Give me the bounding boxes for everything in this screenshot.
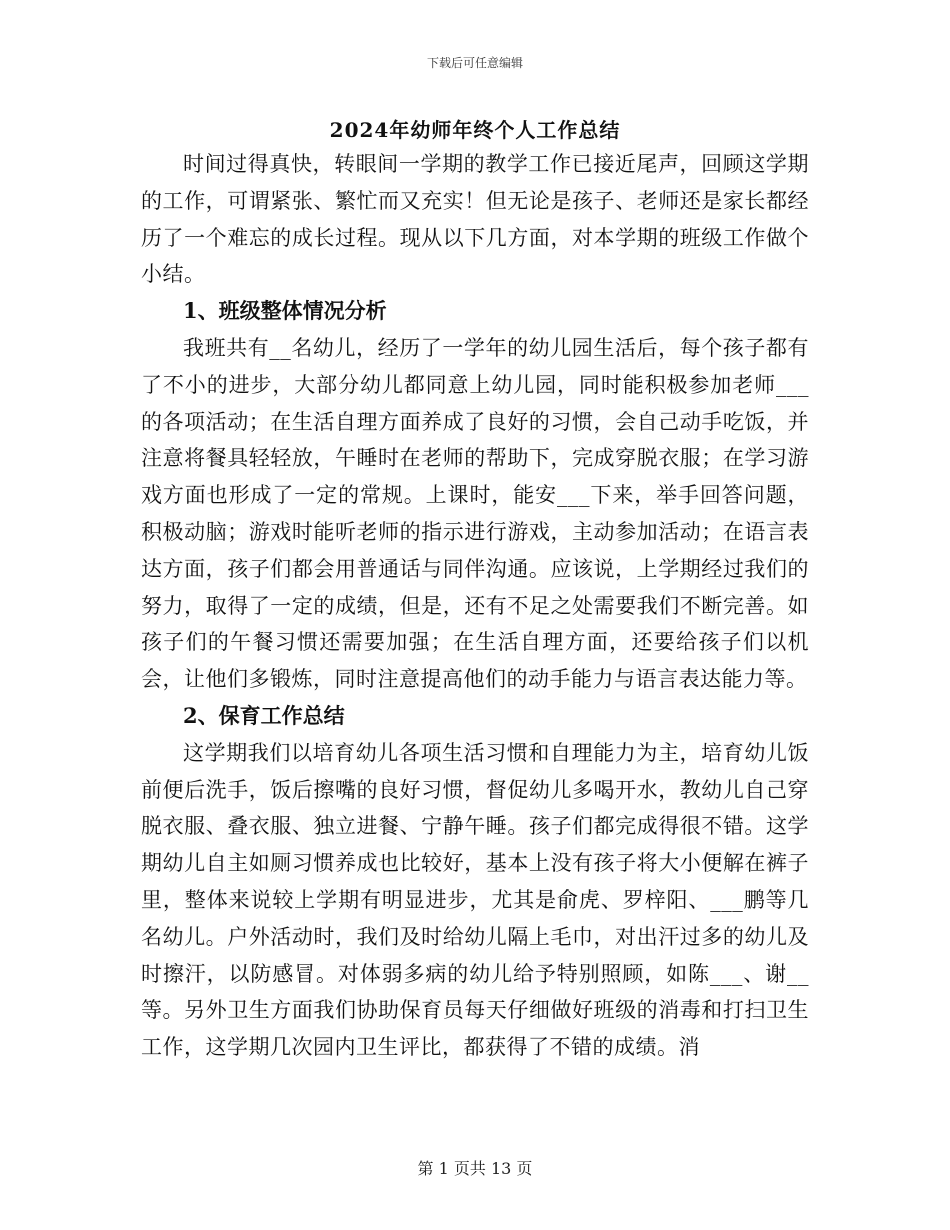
page-footer: 第 1 页共 13 页 [417,1159,533,1178]
intro-paragraph: 时间过得真快，转眼间一学期的教学工作已接近尾声，回顾这学期的工作，可谓紧张、繁忙而又充实！但无论是孩子、老师还是家长都经历了一个难忘的成长过程。现从以下几方面，对本学期的班级工作做个小结。 [141,152,809,287]
section-heading-class-analysis: 1、班级整体情况分析 [183,298,387,324]
section-body-care-work: 这学期我们以培育幼儿各项生活习惯和自理能力为主，培育幼儿饭前便后洗手，饭后擦嘴的良好习惯，督促幼儿多喝开水，教幼儿自己穿脱衣服、叠衣服、独立进餐、宁静午睡。孩子们都完成得很不错。这学期幼儿自主如厕习惯养成也比较好，基本上没有孩子将大小便解在裤子里，整体来说较上学期有明显进步，尤其是俞虎、罗梓阳、___鹏等几名幼儿。户外活动时，我们及时给幼儿隔上毛巾，对出汗过多的幼儿及时擦汗，以防感冒。对体弱多病的幼儿给予特别照顾，如陈___、谢__等。另外卫生方面我们协助保育员每天仔细做好班级的消毒和打扫卫生工作，这学期几次园内卫生评比，都获得了不错的成绩。消 [141,740,809,1060]
header-note: 下载后可任意编辑 [426,56,523,70]
section-heading-care-work: 2、保育工作总结 [183,702,345,728]
document-title: 2024年幼师年终个人工作总结 [329,118,621,142]
document-body [141,146,809,1066]
section-body-class-analysis: 我班共有__名幼儿，经历了一学年的幼儿园生活后，每个孩子都有了不小的进步，大部分幼儿都同意上幼儿园，同时能积极参加老师___的各项活动；在生活自理方面养成了良好的习惯，会自己动手吃饭，并注意将餐具轻轻放，午睡时在老师的帮助下，完成穿脱衣服；在学习游戏方面也形成了一定的常规。上课时，能安___下来，举手回答问题，积极动脑；游戏时能听老师的指示进行游戏，主动参加活动；在语言表达方面，孩子们都会用普通话与同伴沟通。应该说，上学期经过我们的努力，取得了一定的成绩，但是，还有不足之处需要我们不断完善。如孩子们的午餐习惯还需要加强；在生活自理方面，还要给孩子们以机会，让他们多锻炼，同时注意提高他们的动手能力与语言表达能力等。 [141,335,809,692]
